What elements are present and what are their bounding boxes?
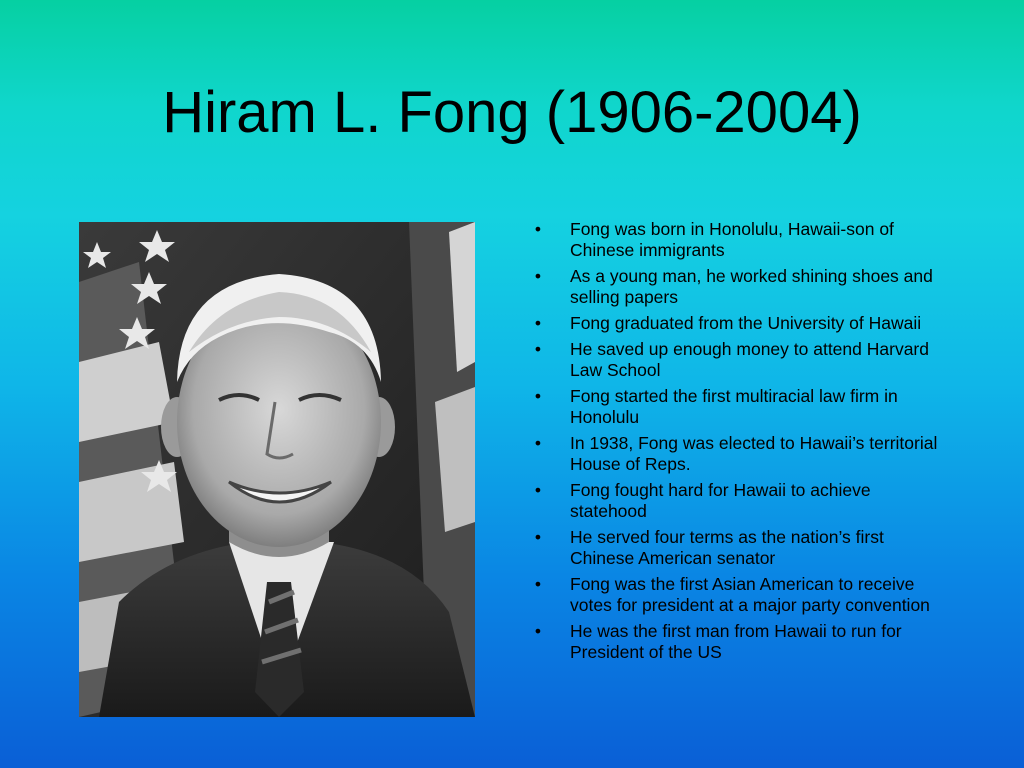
bullet-text: Fong was the first Asian American to receive votes for president at a major party convention [570, 574, 930, 615]
bullet-marker: • [534, 219, 542, 239]
bullet-text: Fong started the first multiracial law firm in Honolulu [570, 386, 898, 427]
list-item [528, 527, 948, 569]
bullet-text: In 1938, Fong was elected to Hawaii’s territorial House of Reps. [570, 433, 938, 474]
bullet-marker: • [534, 480, 542, 500]
list-item [528, 574, 948, 616]
bullet-text: Fong graduated from the University of Hawaii [570, 313, 922, 333]
bullet-marker: • [534, 266, 542, 286]
portrait-photo [79, 222, 475, 717]
bullet-text: He saved up enough money to attend Harvard Law School [570, 339, 929, 380]
portrait-image [79, 222, 475, 717]
bullet-marker: • [534, 313, 542, 333]
bullet-marker: • [534, 527, 542, 547]
bullet-text: He served four terms as the nation’s first Chinese American senator [570, 527, 884, 568]
list-item [528, 313, 948, 334]
bullet-marker: • [534, 339, 542, 359]
bullet-text: He was the first man from Hawaii to run for President of the US [570, 621, 902, 662]
list-item [528, 339, 948, 381]
list-item [528, 621, 948, 663]
bullet-marker: • [534, 433, 542, 453]
list-item [528, 386, 948, 428]
slide-title: Hiram L. Fong (1906-2004) [162, 80, 862, 145]
bullet-marker: • [534, 574, 542, 594]
bullet-list [528, 219, 948, 668]
bullet-text: Fong was born in Honolulu, Hawaii-son of Chinese immigrants [570, 219, 894, 260]
bullet-marker: • [534, 621, 542, 641]
list-item [528, 219, 948, 261]
bullet-marker: • [534, 386, 542, 406]
list-item [528, 480, 948, 522]
list-item [528, 433, 948, 475]
bullet-text: Fong fought hard for Hawaii to achieve statehood [570, 480, 871, 521]
list-item [528, 266, 948, 308]
bullet-text: As a young man, he worked shining shoes and selling papers [570, 266, 933, 307]
